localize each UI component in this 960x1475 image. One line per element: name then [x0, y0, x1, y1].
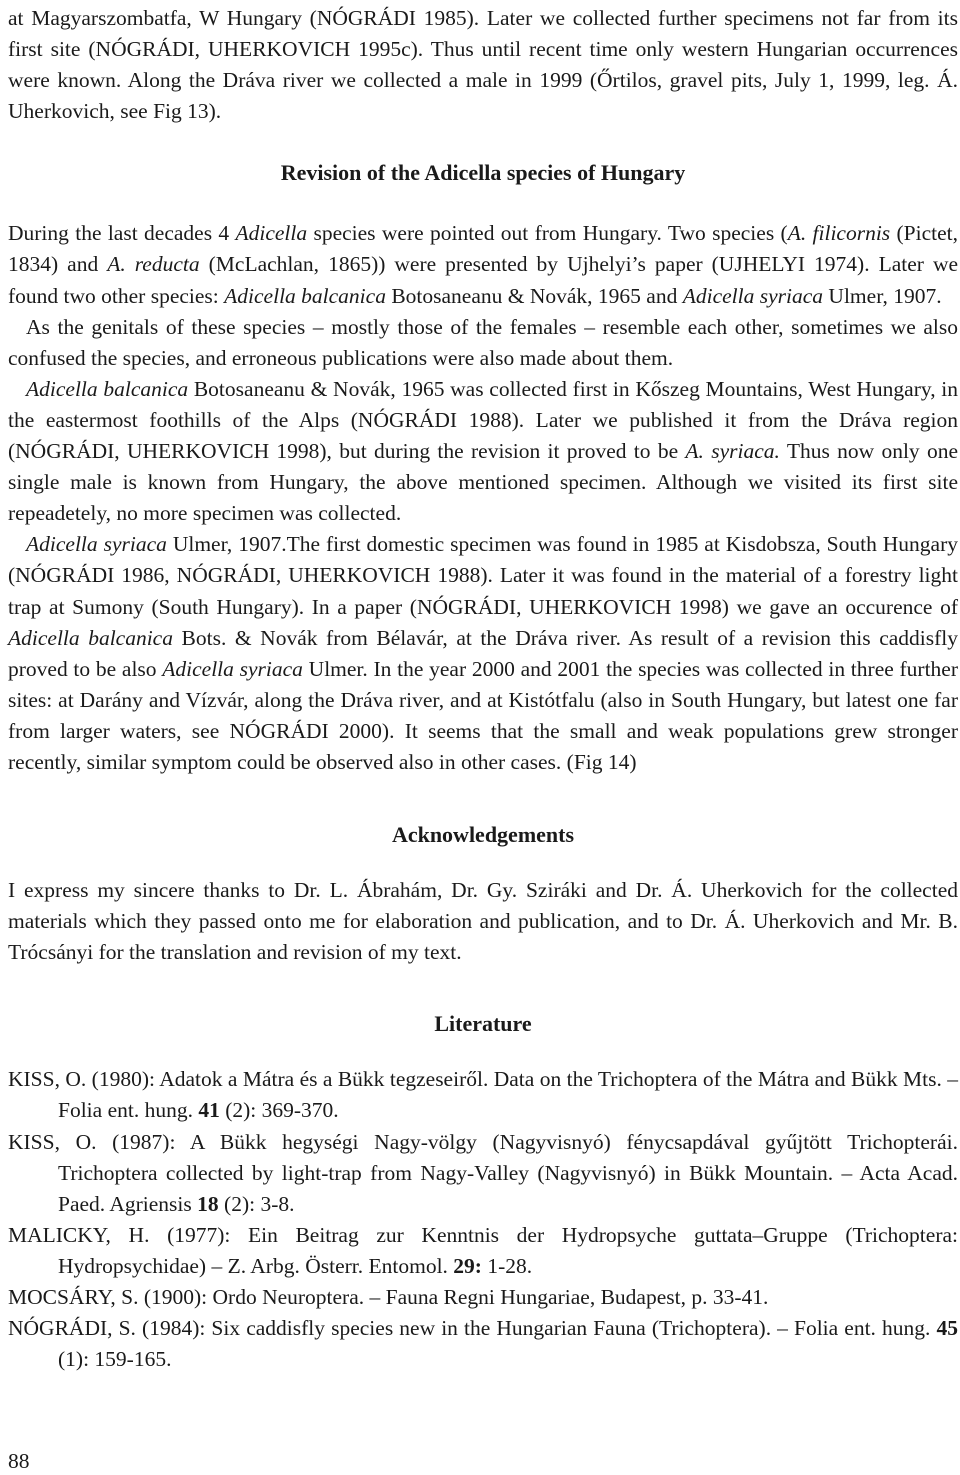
text-run: Ulmer, 1907. — [823, 283, 942, 308]
text-run: I express my sincere thanks to Dr. L. Ábrahám, Dr. Gy. Sziráki and Dr. Á. Uherkovich for the collected materials which they passed onto me for elaboration and publication, and to Dr. Á. Uherkovich and Mr. B. Trócsányi for the translation and revision of my text. — [8, 878, 958, 965]
text-run: (Pictet, 1834) and — [8, 221, 958, 277]
revision-paragraph-2 — [8, 312, 958, 374]
reference-entry — [8, 1313, 958, 1375]
text-run: During the last decades 4 — [8, 221, 236, 246]
reference-entry — [8, 1127, 958, 1220]
italic-text: Adicella syriaca — [162, 656, 303, 681]
intro-paragraph — [8, 3, 958, 127]
text-run: Thus now only one single male is known from Hungary, the above mentioned specimen. Although we visited its first site repeadetely, no more specimen was collected. — [8, 439, 959, 526]
italic-text: Adicella — [235, 221, 308, 246]
bold-text: 18 — [197, 1191, 219, 1216]
italic-text: Adicella balcanica — [26, 376, 189, 401]
text-run: Bots. & Novák from Bélavár, at the Dráva river. As result of a revision this caddisfly proved to be also — [8, 625, 959, 681]
italic-text: A. filicornis — [787, 221, 891, 246]
text-run: Botosaneanu & Novák, 1965 and — [385, 283, 683, 308]
text-run: KISS, O. (1987): A Bükk hegységi Nagy-völgy (Nagyvisnyó) fénycsapdával gyűjtött Trichopterái. Trichoptera collected by light-trap from Nagy-Valley (Nagyvisnyó) in Bükk Mountain. – Acta Acad. Paed. Agriensis — [8, 1129, 958, 1216]
italic-text: Adicella syriaca — [682, 283, 824, 308]
reference-entry — [8, 1064, 958, 1126]
bold-text: 45 — [936, 1316, 958, 1341]
text-run: Ulmer, 1907.The first domestic specimen was found in 1985 at Kisdobsza, South Hungary (NÓGRÁDI 1986, NÓGRÁDI, UHERKOVICH 1988). Later it was found in the material of a forestry light trap at Sumony (South Hungary). In a paper (NÓGRÁDI, UHERKOVICH 1998) we gave an occurence of — [8, 532, 958, 619]
document-page — [8, 0, 958, 1375]
italic-text: Adicella balcanica — [224, 283, 386, 308]
revision-paragraph-4 — [8, 529, 958, 778]
italic-text: A. reducta — [107, 252, 200, 277]
page-number: 88 — [8, 1449, 30, 1473]
bold-text: 41 — [198, 1098, 220, 1123]
reference-list — [8, 1064, 958, 1375]
text-run: As the genitals of these species – mostly those of the females – resemble each other, sometimes we also confused the species, and erroneous publications were also made about them. — [8, 314, 958, 370]
text-run: (2): 3-8. — [218, 1191, 295, 1216]
text-run: Botosaneanu & Novák, 1965 was collected first in Kőszeg Mountains, West Hungary, in the eastermost foothills of the Alps (NÓGRÁDI 1988). Later we published it from the Dráva region (NÓGRÁDI, UHERKOVICH 1998), but during the revision it proved to be — [8, 376, 959, 464]
bold-text: 29: — [453, 1253, 482, 1278]
section-heading-literature: Literature — [434, 1011, 532, 1037]
section-heading-acknowledgements: Acknowledgements — [391, 822, 575, 848]
acknowledgements-paragraph — [8, 875, 958, 968]
section-heading-revision: Revision of the Adicella species of Hungary — [280, 160, 686, 186]
reference-entry — [8, 1220, 958, 1282]
text-run: species were pointed out from Hungary. Two species ( — [307, 221, 788, 246]
text-run: KISS, O. (1980): Adatok a Mátra és a Bükk tegzeseiről. Data on the Trichoptera of the Mátra and Bükk Mts. – Folia ent. hung. — [8, 1067, 958, 1123]
text-run: Ulmer. In the year 2000 and 2001 the species was collected in three further sites: at Darány and Vízvár, along the Dráva river, and at Kistótfalu (also in South Hungary, but latest one far from larger waters, see NÓGRÁDI 2000). It seems that the small and weak populations grew stronger recently, similar symptom could be observed also in other cases. (Fig 14) — [8, 656, 958, 774]
text-run: at Magyarszombatfa, W Hungary (NÓGRÁDI 1985). Later we collected further specimens not far from its first site (NÓGRÁDI, UHERKOVICH 1995c). Thus until recent time only western Hungarian occurrences were known. Along the Dráva river we collected a male in 1999 (Őrtilos, gravel pits, July 1, 1999, leg. Á. Uherkovich, see Fig 13). — [8, 6, 958, 124]
italic-text: Adicella syriaca — [26, 532, 167, 557]
text-run: MALICKY, H. (1977): Ein Beitrag zur Kenntnis der Hydropsyche guttata–Gruppe (Trichoptera: Hydropsychidae) – Z. Arbg. Österr. Entomol. — [8, 1222, 958, 1278]
text-run: 1-28. — [481, 1253, 533, 1278]
italic-text: Adicella balcanica — [8, 625, 173, 650]
italic-text: A. syriaca. — [685, 439, 780, 464]
revision-paragraph-1 — [8, 218, 958, 311]
text-run: (2): 369-370. — [219, 1098, 339, 1123]
text-run: (McLachlan, 1865)) were presented by Ujhelyi’s paper (UJHELYI 1974). Later we found two other species: — [8, 252, 959, 308]
reference-entry — [8, 1282, 958, 1313]
text-run: (1): 159-165. — [58, 1347, 172, 1372]
revision-paragraph-3 — [8, 374, 958, 529]
text-run: MOCSÁRY, S. (1900): Ordo Neuroptera. – Fauna Regni Hungariae, Budapest, p. 33-41. — [8, 1285, 769, 1309]
text-run: NÓGRÁDI, S. (1984): Six caddisfly species new in the Hungarian Fauna (Trichoptera). – Folia ent. hung. — [8, 1316, 937, 1341]
